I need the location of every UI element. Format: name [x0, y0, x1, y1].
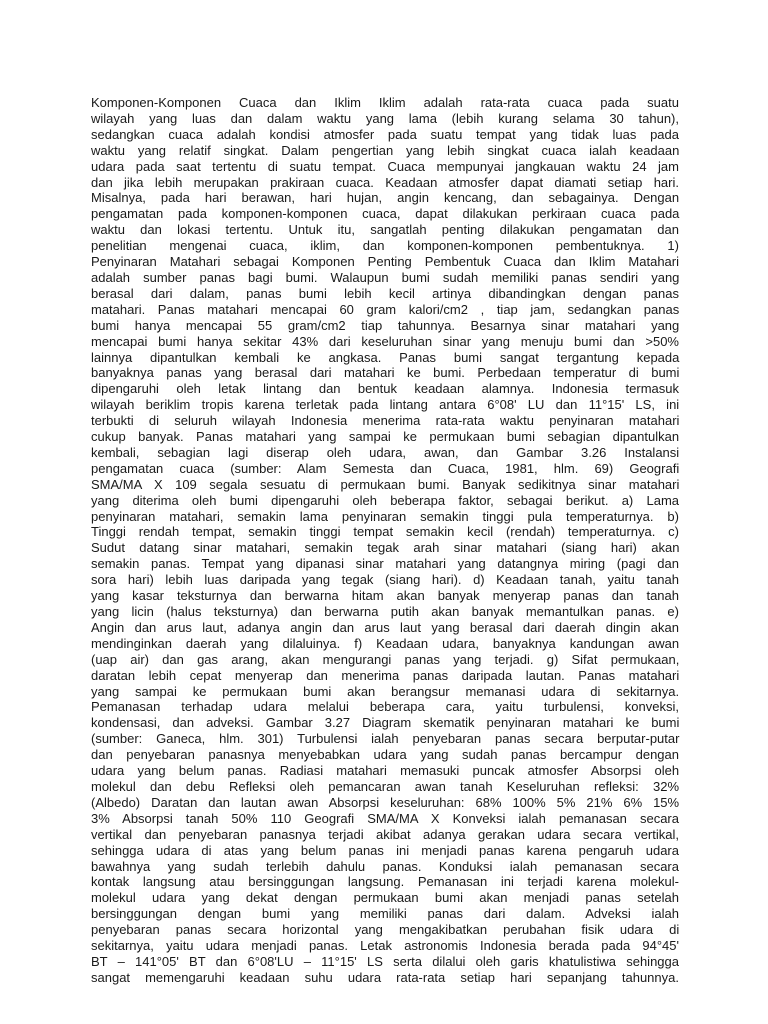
text-line: Tinggi rendah tempat, semakin tinggi tempat semakin kecil (rendah) temperaturnya. c): [91, 524, 679, 540]
text-line: mencapai bumi hanya sekitar 43% dari keseluruhan sinar yang menuju bumi dan >50%: [91, 333, 679, 349]
text-line: sangat memengaruhi keadaan suhu udara rata-rata setiap hari sepanjang tahunnya.: [91, 969, 679, 985]
text-line: sekitarnya, yaitu udara menjadi panas. Letak astronomis Indonesia berada pada 94°45': [91, 938, 680, 954]
text-line: udara yang belum panas. Radiasi matahari memasuki puncak atmosfer Absorpsi oleh: [91, 763, 680, 779]
text-line: semakin panas. Tempat yang dipanasi sinar matahari yang datangnya miring (pagi dan: [91, 556, 679, 572]
text-line: adalah sumber panas bagi bumi. Walaupun bumi sudah memiliki panas sendiri yang: [91, 269, 680, 285]
text-line: wilayah beriklim tropis karena terletak pada lintang antara 6°08' LU dan 11°15' LS, ini: [91, 397, 680, 413]
text-line: waktu yang relatif singkat. Dalam pengertian yang lebih singkat cuaca ialah keadaan: [91, 142, 680, 158]
text-line: yang licin (halus teksturnya) dan berwarna putih akan banyak memantulkan panas. e): [91, 604, 679, 619]
text-line: dipengaruhi oleh letak lintang dan bentuk keadaan alamnya. Indonesia termasuk: [91, 381, 679, 397]
text-line: bumi hanya mencapai 55 gram/cm2 tiap tahunnya. Besarnya sinar matahari yang: [91, 317, 680, 333]
text-line: waktu dan lokasi tertentu. Untuk itu, sangatlah penting dilakukan pengamatan dan: [91, 222, 679, 238]
text-line: bawahnya yang sudah terlebih dahulu panas. Konduksi ialah pemanasan secara: [91, 858, 679, 874]
text-line: cukup banyak. Panas matahari yang sampai ke permukaan bumi sebagian dipantulkan: [91, 429, 680, 445]
text-line: berasal dari dalam, panas bumi lebih kecil artinya dibandingkan dengan panas: [91, 285, 679, 301]
text-line: penelitian mengenai cuaca, iklim, dan komponen-komponen pembentuknya. 1): [91, 238, 679, 254]
text-line: molekul udara yang dekat dengan permukaan bumi akan menjadi panas setelah: [91, 890, 679, 906]
text-line: yang kasar teksturnya dan berwarna hitam akan banyak menyerap panas dan tanah: [91, 588, 679, 604]
text-line: sedangkan cuaca adalah kondisi atmosfer pada suatu tempat yang tidak luas pada: [91, 126, 679, 142]
text-line: pengamatan cuaca (sumber: Alam Semesta dan Cuaca, 1981, hlm. 69) Geografi: [91, 460, 680, 476]
text-line: Komponen-Komponen Cuaca dan Iklim Iklim adalah rata-rata cuaca pada suatu: [91, 95, 679, 110]
text-line: (uap air) dan gas arang, akan mengurangi panas yang terjadi. g) Sifat permukaan,: [91, 651, 680, 667]
text-line: bersinggungan dengan bumi yang memiliki panas dari dalam. Adveksi ialah: [91, 906, 679, 922]
text-line: kembali, sebagian lagi diserap oleh udara, awan, dan Gambar 3.26 Instalansi: [91, 444, 680, 460]
text-line: sehingga udara di atas yang belum panas ini menjadi panas karena pengaruh udara: [91, 842, 679, 858]
text-line: mendinginkan daerah yang dilaluinya. f) Keadaan udara, banyaknya kandungan awan: [91, 635, 680, 651]
text-line: dan jika lebih merupakan prakiraan cuaca. Keadaan atmosfer dapat diamati setiap hari.: [91, 174, 679, 190]
text-line: kondensasi, dan adveksi. Gambar 3.27 Diagram skematik penyinaran matahari ke bumi: [91, 715, 680, 731]
text-line: molekul dan debu Refleksi oleh pemancaran awan tanah Keseluruhan refleksi: 32%: [91, 778, 680, 794]
text-line: vertikal dan penyebaran panasnya terjadi akibat adanya gerakan udara secara vertikal,: [91, 826, 679, 842]
text-line: sora hari) lebih luas daripada yang tegak (siang hari). d) Keadaan tanah, yaitu tanah: [91, 572, 679, 588]
body-paragraph: [91, 95, 679, 986]
text-line: Angin dan arus laut, adanya angin dan arus laut yang berasal dari daerah dingin akan: [91, 619, 679, 635]
text-line: udara pada saat tertentu di suatu tempat. Cuaca mempunyai jangkauan waktu 24 jam: [91, 158, 679, 174]
text-line: dan penyebaran panasnya menyebabkan udara yang sudah panas bercampur dengan: [91, 747, 679, 763]
text-line: yang diterima oleh bumi dipengaruhi oleh beberapa faktor, sebagai berikut. a) Lama: [91, 492, 680, 508]
text-line: Pemanasan terhadap udara melalui beberapa cara, yaitu turbulensi, konveksi,: [91, 699, 679, 715]
text-line: terbukti di seluruh wilayah Indonesia menerima rata-rata waktu penyinaran matahari: [91, 413, 680, 429]
text-line: pengamatan pada komponen-komponen cuaca, dapat dilakukan perkiraan cuaca pada: [91, 206, 680, 222]
text-line: banyaknya panas yang berasal dari matahari ke bumi. Perbedaan temperatur di bumi: [91, 365, 680, 381]
text-line: (sumber: Ganeca, hlm. 301) Turbulensi ialah penyebaran panas secara berputar-putar: [91, 731, 680, 747]
text-line: kontak langsung atau bersinggungan langsung. Pemanasan ini terjadi karena molekul-: [91, 874, 679, 890]
text-line: Sudut datang sinar matahari, semakin tegak arah sinar matahari (siang hari) akan: [91, 540, 680, 556]
text-line: (Albedo) Daratan dan lautan awan Absorpsi keseluruhan: 68% 100% 5% 21% 6% 15%: [91, 794, 680, 810]
text-line: lainnya dipantulkan kembali ke angkasa. Panas bumi sangat tergantung kepada: [91, 349, 680, 365]
text-line: 3% Absorpsi tanah 50% 110 Geografi SMA/MA X Konveksi ialah pemanasan secara: [91, 810, 679, 826]
text-line: Penyinaran Matahari sebagai Komponen Penting Pembentuk Cuaca dan Iklim Matahari: [91, 254, 679, 270]
text-line: BT – 141°05' BT dan 6°08'LU – 11°15' LS serta dilalui oleh garis khatulistiwa sehingga: [91, 953, 679, 969]
text-line: wilayah yang luas dan dalam waktu yang lama (lebih kurang selama 30 tahun),: [91, 110, 679, 126]
text-line: yang sampai ke permukaan bumi akan berangsur memanasi udara di sekitarnya.: [91, 683, 680, 699]
text-line: penyinaran matahari, semakin lama penyinaran semakin tinggi pula temperaturnya. b): [91, 508, 679, 524]
text-line: daratan lebih cepat menyerap dan menerima panas daripada lautan. Panas matahari: [91, 667, 680, 683]
text-line: SMA/MA X 109 segala sesuatu di permukaan bumi. Banyak sedikitnya sinar matahari: [91, 476, 680, 492]
text-line: matahari. Panas matahari mencapai 60 gram kalori/cm2 , tiap jam, sedangkan panas: [91, 301, 680, 317]
text-line: penyebaran panas secara horizontal yang mengakibatkan perubahan fisik udara di: [91, 922, 680, 938]
text-line: Misalnya, pada hari berawan, hari hujan, angin kencang, dan sebagainya. Dengan: [91, 190, 680, 206]
